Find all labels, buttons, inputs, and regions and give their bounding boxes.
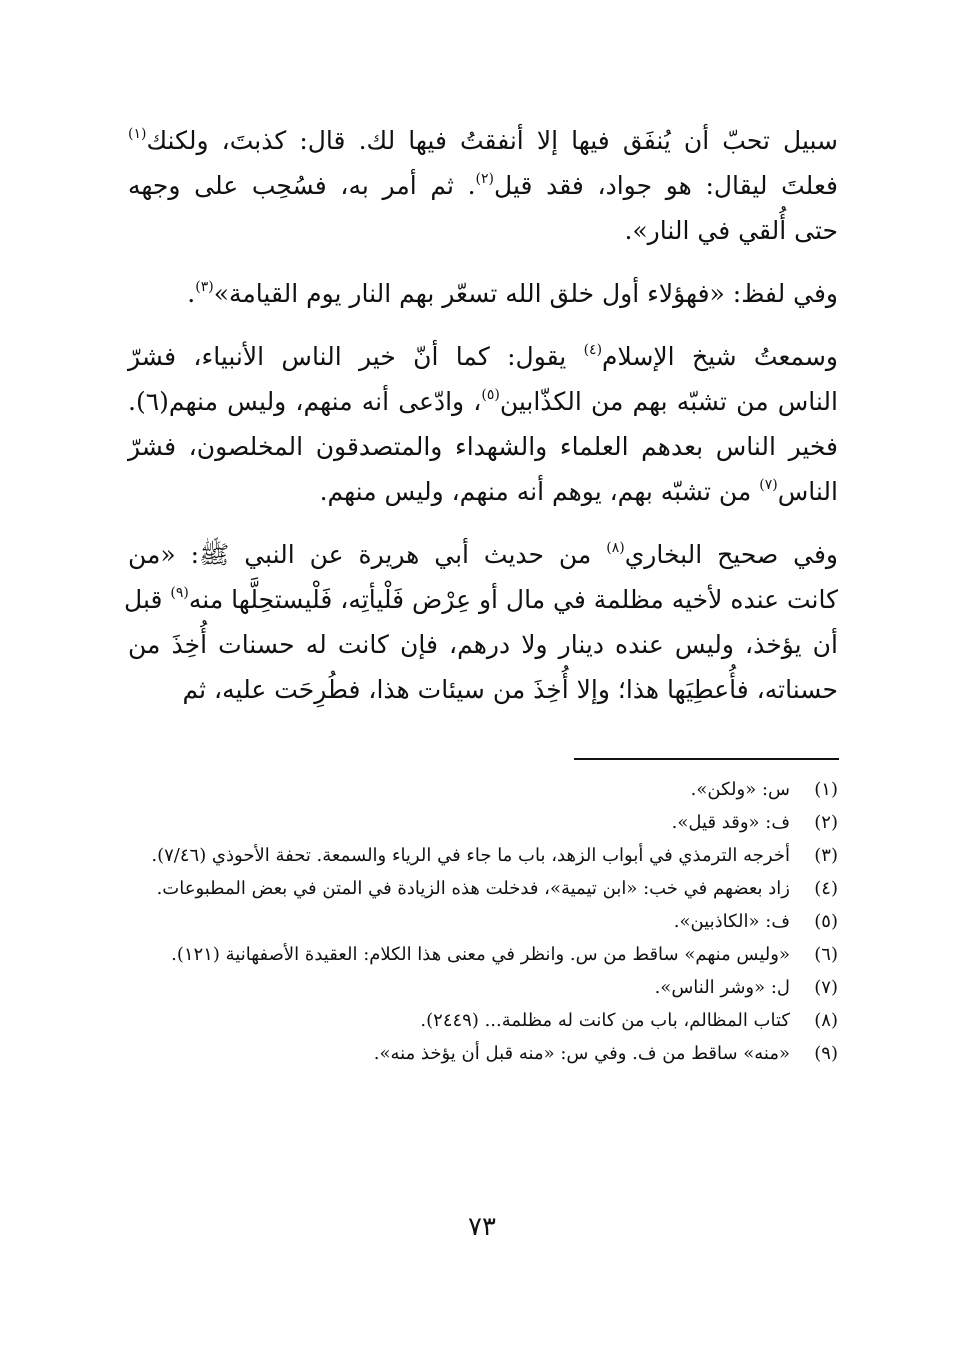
footnote-text: كتاب المظالم، باب من كانت له مظلمة... (٢٤٤٩).	[420, 1010, 790, 1031]
footnote-number: (٦)	[814, 944, 838, 965]
text-segment: يقول: كما أنّ خير الناس الأنبياء، فشرّ	[128, 342, 584, 371]
text-line	[128, 271, 838, 316]
footnote-number: (١)	[814, 779, 838, 800]
text-segment: من تشبّه بهم، يوهم أنه منهم، وليس منهم.	[319, 477, 760, 506]
text-segment: وفي لفظ: «فهؤلاء أول خلق الله تسعّر بهم النار يوم القيامة»	[213, 279, 838, 308]
text-segment: .	[187, 279, 196, 308]
footnote-number: (٣)	[814, 845, 838, 866]
paragraph	[128, 334, 838, 514]
text-segment: أن يؤخذ، وليس عنده دينار ولا درهم، فإن كانت له حسنات أُخِذَ من	[128, 630, 838, 659]
footnote	[128, 908, 838, 936]
text-segment: فعلتَ ليقال: هو جواد، فقد قيل	[494, 171, 838, 200]
footnote-text: ل: «وشر الناس».	[654, 977, 790, 998]
footnote-number: (٢)	[814, 812, 838, 833]
text-line	[128, 622, 838, 667]
text-line	[128, 379, 838, 424]
paragraph	[124, 532, 838, 712]
paragraph	[128, 118, 838, 253]
text-segment: حسناته، فأُعطِيَها هذا؛ وإلا أُخِذَ من سيئات هذا، فطُرِحَت عليه، ثم	[182, 675, 838, 704]
footnote-text: أخرجه الترمذي في أبواب الزهد، باب ما جاء في الرياء والسمعة. تحفة الأحوذي (٧/٤٦).	[151, 845, 790, 866]
text-segment: وسمعتُ شيخ الإسلام	[602, 342, 838, 371]
footnote-marker[interactable]: (٩)	[170, 585, 189, 601]
footnote-text: ف: «وقد قيل».	[671, 812, 790, 833]
footnote-number: (٤)	[814, 878, 838, 899]
text-line	[128, 667, 838, 712]
paragraph	[128, 271, 838, 316]
text-line	[128, 532, 838, 577]
page-number: ٧٣	[468, 1212, 496, 1242]
text-line	[128, 118, 838, 163]
page-body	[124, 118, 838, 1073]
footnote	[128, 1007, 838, 1035]
footnote-marker[interactable]: (٥)	[481, 387, 500, 403]
footnote-marker[interactable]: (١)	[128, 126, 147, 142]
text-line	[128, 208, 838, 253]
text-line	[128, 424, 838, 469]
footnote-number: (٧)	[814, 977, 838, 998]
text-line	[128, 334, 838, 379]
footnote-text: زاد بعضهم في خب: «ابن تيمية»، فدخلت هذه الزيادة في المتن في بعض المطبوعات.	[156, 878, 790, 899]
footnote-number: (٨)	[814, 1010, 838, 1031]
text-segment: . ثم أمر به، فسُحِب على وجهه	[128, 171, 476, 200]
footnote-text: ف: «الكاذبين».	[673, 911, 790, 932]
text-segment: قبل	[124, 585, 171, 614]
text-segment: سبيل تحبّ أن يُنفَق فيها إلا أنفقتُ فيها لك. قال: كذبتَ، ولكنك	[146, 126, 838, 155]
footnote-number: (٩)	[814, 1043, 838, 1064]
footnote	[128, 776, 838, 804]
footnote-number: (٥)	[814, 911, 838, 932]
text-line	[128, 469, 838, 514]
text-segment: الناس	[777, 477, 838, 506]
footnote	[128, 842, 838, 870]
text-segment: حتى أُلقي في النار».	[624, 216, 838, 245]
footnotes	[128, 776, 838, 1068]
footnote	[128, 1040, 838, 1068]
text-segment: ، وادّعى أنه منهم، وليس منهم(٦).	[128, 387, 482, 416]
footnote-text: «منه» ساقط من ف. وفي س: «منه قبل أن يؤخذ منه».	[373, 1043, 790, 1064]
text-line	[124, 577, 838, 622]
footnote	[128, 974, 838, 1002]
text-segment: فخير الناس بعدهم العلماء والشهداء والمتصدقون المخلصون، فشرّ	[128, 432, 838, 461]
footnote-separator-wrap	[128, 730, 838, 776]
footnote	[128, 941, 838, 969]
footnote-marker[interactable]: (٤)	[583, 342, 603, 358]
footnote-marker[interactable]: (٣)	[195, 279, 214, 295]
text-segment: كانت عنده لأخيه مظلمة في مال أو عِرْض فَلْيأتِه، فَلْيستحِلَّها منه	[188, 585, 838, 614]
footnote-marker[interactable]: (٨)	[606, 540, 625, 556]
text-line	[128, 163, 838, 208]
footnote-text: «وليس منهم» ساقط من س. وانظر في معنى هذا الكلام: العقيدة الأصفهانية (١٢١).	[171, 944, 790, 965]
footnote	[128, 875, 838, 903]
text-segment: وفي صحيح البخاري	[624, 540, 838, 569]
main-text	[124, 118, 838, 712]
footnote-separator	[574, 758, 839, 760]
footnote-text: س: «ولكن».	[690, 779, 790, 800]
text-segment: من حديث أبي هريرة عن النبي ﷺ: «من	[128, 540, 607, 569]
footnote-marker[interactable]: (٢)	[475, 171, 495, 187]
footnote	[128, 809, 838, 837]
footnote-marker[interactable]: (٧)	[759, 477, 778, 493]
text-segment: الناس من تشبّه بهم من الكذّابين	[499, 387, 838, 416]
